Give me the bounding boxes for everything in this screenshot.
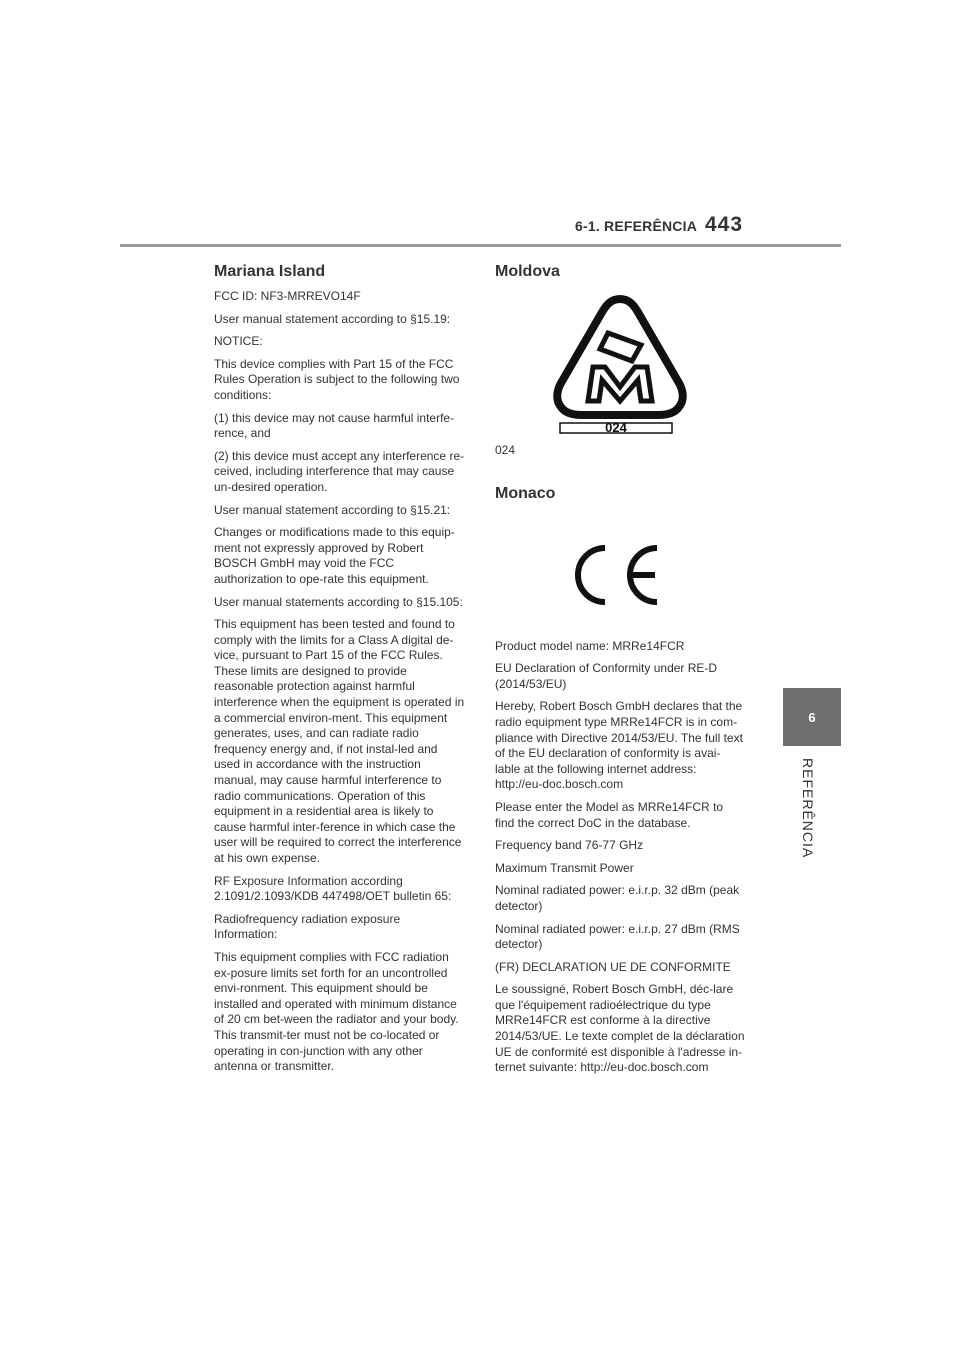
ce-mark-icon <box>575 542 665 608</box>
moldova-sm-mark <box>545 287 795 435</box>
header-divider <box>120 244 841 247</box>
right-column <box>495 262 745 1083</box>
paragraph: Changes or modifications made to this equip-ment not expressly approved by Robert BOSCH GmbH may void the FCC authorization to ope-rate this equipment. <box>214 525 455 586</box>
heading-moldova: Moldova <box>495 263 560 280</box>
paragraph: FCC ID: NF3-MRREVO14F <box>214 289 361 303</box>
paragraph: This device complies with Part 15 of the FCC Rules Operation is subject to the following two conditions: <box>214 356 460 402</box>
heading-monaco: Monaco <box>495 484 556 502</box>
mark-code-label: 024 <box>605 420 627 435</box>
paragraph: This equipment complies with FCC radiation ex-posure limits set forth for an uncontrolled envi-ronment. This equipment should be installed and operated with minimum distance of 20 cm bet-ween the radiator and your body. This transmit-ter must not be co-located or operating in con-junction with any other antenna or transmitter. <box>214 949 459 1074</box>
paragraph: (1) this device may not cause harmful interfe-rence, and <box>214 410 455 441</box>
heading-mariana-island: Mariana Island <box>214 263 326 280</box>
paragraph: Hereby, Robert Bosch GmbH declares that the radio equipment type MRRe14FCR is in com-pliance with Directive 2014/53/EU. The full text of the EU declaration of conformity is avai-lable at the following internet address: http://eu-doc.bosch.com <box>495 699 743 792</box>
chapter-label: REFERÊNCIA <box>800 758 816 859</box>
paragraph: NOTICE: <box>214 334 263 349</box>
paragraph: Radiofrequency radiation exposure Information: <box>214 911 401 942</box>
ce-mark <box>495 511 745 639</box>
paragraph: Nominal radiated power: e.i.r.p. 32 dBm (peak detector) <box>495 883 740 913</box>
paragraph: Nominal radiated power: e.i.r.p. 27 dBm (RMS detector) <box>495 921 740 952</box>
page-number: 443 <box>705 213 744 236</box>
moldova-code: 024 <box>495 443 516 457</box>
paragraph: Product model name: MRRe14FCR <box>495 638 685 653</box>
chapter-number: 6 <box>808 709 816 725</box>
paragraph: Le soussigné, Robert Bosch GmbH, déc-lare que l'équipement radioélectrique du type MRRe14FCR est conforme à la directive 2014/53/UE. Le texte complet de la déclaration UE de conformité est disponible à l'adresse in-ternet suivante: http://eu-doc.bosch.com <box>495 982 745 1075</box>
section-title: 6-1. REFERÊNCIA <box>575 218 698 234</box>
sm-triangle-mark-icon <box>545 287 695 435</box>
paragraph: Maximum Transmit Power <box>495 860 634 875</box>
paragraph: (FR) DECLARATION UE DE CONFORMITE <box>495 959 731 974</box>
paragraph: (2) this device must accept any interference re-ceived, including interference that may cause un-desired operation. <box>214 448 465 494</box>
paragraph: User manual statement according to §15.21: <box>214 502 451 517</box>
paragraph: EU Declaration of Conformity under RE-D (2014/53/EU) <box>495 661 718 691</box>
paragraph: Frequency band 76-77 GHz <box>495 838 644 853</box>
paragraph: User manual statement according to §15.19: <box>214 311 451 326</box>
paragraph: Please enter the Model as MRRe14FCR to find the correct DoC in the database. <box>495 799 724 830</box>
left-column <box>214 262 466 1082</box>
paragraph: User manual statements according to §15.105: <box>214 594 463 609</box>
chapter-tab[interactable] <box>783 688 841 746</box>
paragraph: RF Exposure Information according 2.1091/2.1093/KDB 447498/OET bulletin 65: <box>214 873 452 904</box>
paragraph: This equipment has been tested and found to comply with the limits for a Class A digital de-vice, pursuant to Part 15 of the FCC Rules. These limits are designed to provide reasonable protection against harmful interference when the equipment is operated in a commercial environ-ment. This equipment generates, uses, and can radiate radio frequency energy and, if not instal-led and used in accordance with the instruction manual, may cause harmful interference to radio communications. Operation of this equipment in a residential area is likely to cause harmful inter-ference in which case the user will be required to correct the interference at his own expense. <box>214 617 465 865</box>
